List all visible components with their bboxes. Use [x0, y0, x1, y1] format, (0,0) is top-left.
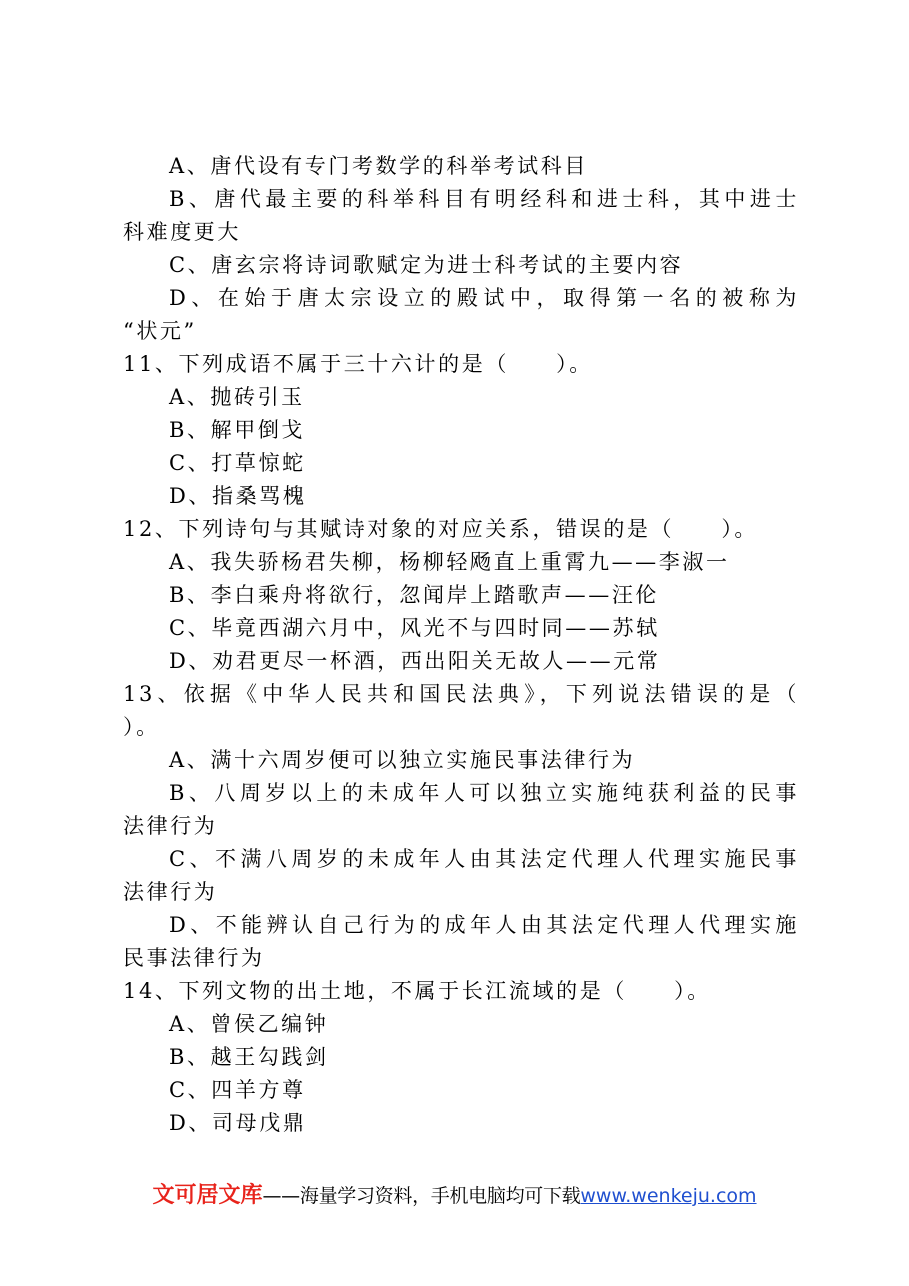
footer-banner — [0, 1182, 909, 1210]
text-line: D、司母戊鼎 — [169, 1111, 307, 1135]
footer-tagline: ——海量学习资料，手机电脑均可下载 — [262, 1185, 581, 1207]
text-line: B、八周岁以上的未成年人可以独立实施纯获利益的民事 — [169, 781, 799, 805]
text-line: 科难度更大 — [123, 220, 241, 244]
footer-brand: 文可居文库 — [152, 1183, 263, 1208]
text-line: A、抛砖引玉 — [169, 385, 305, 409]
document-body — [123, 150, 799, 1140]
text-line: 13、依据《中华人民共和国民法典》，下列说法错误的是（ — [123, 682, 799, 706]
text-line: 11、下列成语不属于三十六计的是（ ）。 — [123, 352, 593, 376]
text-line: C、唐玄宗将诗词歌赋定为进士科考试的主要内容 — [169, 253, 684, 277]
text-line: 民事法律行为 — [123, 946, 265, 970]
text-line: 14、下列文物的出土地，不属于长江流域的是（ ）。 — [123, 979, 711, 1003]
text-line: B、解甲倒戈 — [169, 418, 306, 442]
text-line: D、不能辨认自己行为的成年人由其法定代理人代理实施 — [169, 913, 799, 937]
text-line: D、劝君更尽一杯酒，西出阳关无故人——元常 — [169, 649, 661, 673]
text-line: “状元” — [123, 319, 197, 343]
text-line: 法律行为 — [123, 814, 218, 838]
text-line: B、越王勾践剑 — [169, 1045, 329, 1069]
text-line: A、满十六周岁便可以独立实施民事法律行为 — [169, 748, 636, 772]
text-line: 12、下列诗句与其赋诗对象的对应关系，错误的是（ ）。 — [123, 517, 759, 541]
text-line: B、唐代最主要的科举科目有明经科和进士科，其中进士 — [169, 187, 799, 211]
footer-site-link[interactable]: www.wenkeju.com — [580, 1185, 757, 1207]
text-line: A、唐代设有专门考数学的科举考试科目 — [169, 154, 588, 178]
text-line: 法律行为 — [123, 880, 218, 904]
text-line: A、我失骄杨君失柳，杨柳轻飏直上重霄九——李淑一 — [169, 550, 730, 574]
text-line: C、打草惊蛇 — [169, 451, 306, 475]
text-line: C、不满八周岁的未成年人由其法定代理人代理实施民事 — [169, 847, 799, 871]
text-line: C、四羊方尊 — [169, 1078, 306, 1102]
text-line: C、毕竟西湖六月中，风光不与四时同——苏轼 — [169, 616, 660, 640]
text-line: A、曾侯乙编钟 — [169, 1012, 329, 1036]
text-line: D、在始于唐太宗设立的殿试中，取得第一名的被称为 — [169, 286, 799, 310]
text-line: ）。 — [123, 715, 160, 739]
text-line: D、指桑骂槐 — [169, 484, 307, 508]
text-line: B、李白乘舟将欲行，忽闻岸上踏歌声——汪伦 — [169, 583, 660, 607]
